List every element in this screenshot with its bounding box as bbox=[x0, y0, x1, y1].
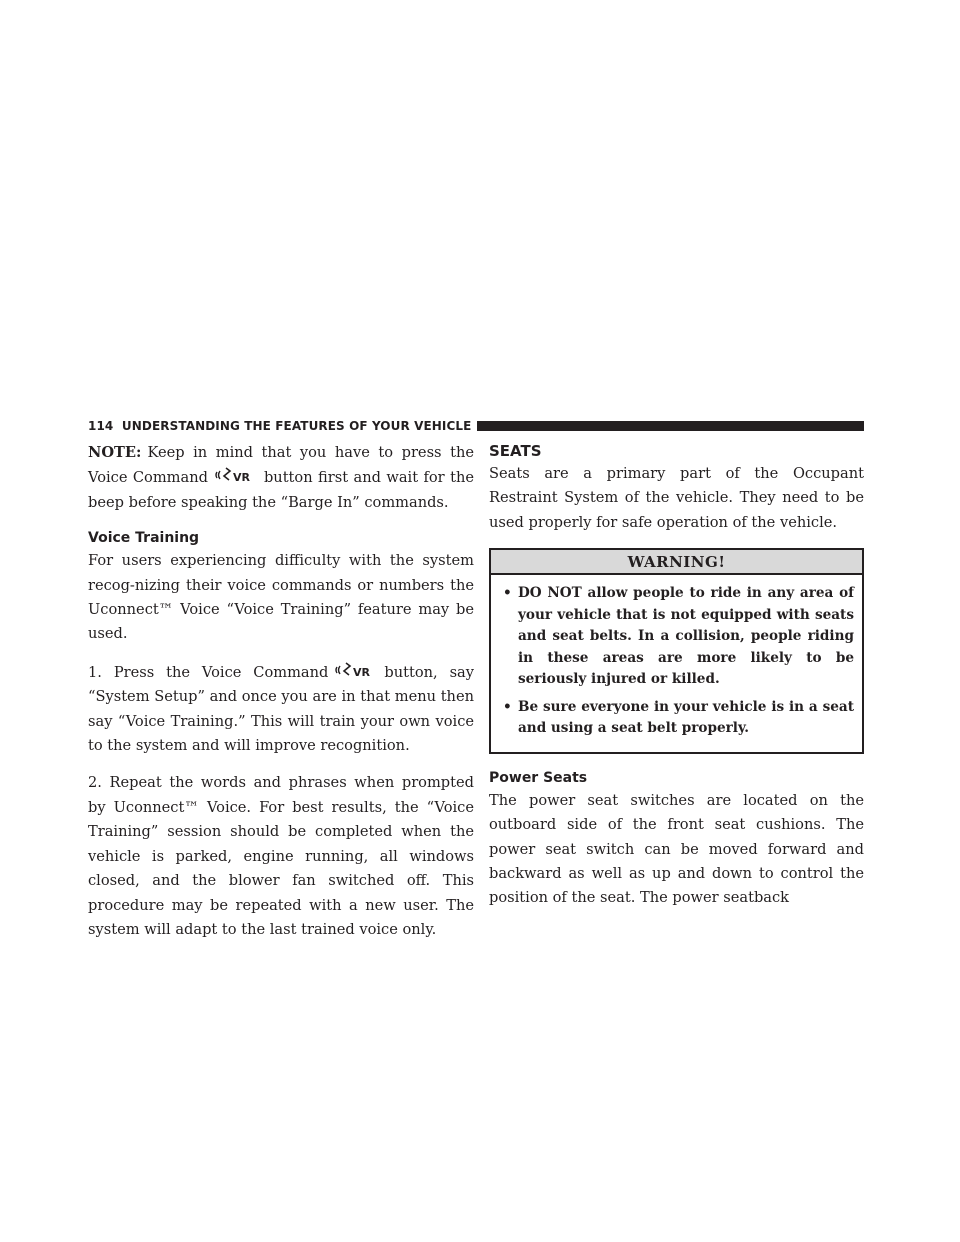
note-text-end: button first and wait for the beep before speaking the “Barge In” commands. bbox=[88, 469, 474, 511]
warning-list bbox=[491, 575, 862, 752]
voice-training-step-1 bbox=[88, 660, 474, 759]
warning-item bbox=[503, 697, 854, 740]
seats-intro: Seats are a primary part of the Occupant Restraint System of the vehicle. They need to be used properly for safe operation of the vehicle. bbox=[489, 465, 864, 531]
page-header-text bbox=[88, 419, 471, 433]
bullet-icon: • bbox=[503, 585, 512, 602]
voice-training-heading: Voice Training bbox=[88, 530, 200, 547]
bullet-icon: • bbox=[503, 698, 512, 715]
left-column bbox=[88, 441, 474, 955]
warning-item bbox=[503, 583, 854, 691]
note-label: NOTE: bbox=[88, 444, 142, 461]
right-column bbox=[489, 441, 864, 924]
svg-text:VR: VR bbox=[353, 665, 371, 679]
step-1-text-start: 1. Press the Voice Command bbox=[88, 663, 329, 681]
warning-item-text: Be sure everyone in your vehicle is in a seat and using a seat belt properly. bbox=[518, 698, 854, 737]
header-rule bbox=[477, 421, 864, 431]
warning-title: WARNING! bbox=[491, 550, 862, 575]
svg-text:VR: VR bbox=[232, 471, 250, 485]
chapter-title: UNDERSTANDING THE FEATURES OF YOUR VEHICLE bbox=[121, 419, 472, 433]
voice-training-intro: For users experiencing difficulty with the system recog-nizing their voice commands or numbers the Uconnect™ Voice “Voice Training” feature may be used. bbox=[88, 552, 474, 643]
step-1-text-end: button, say “System Setup” and once you are in that menu then say “Voice Training.” This will train your own voice to the system and will improve recognition. bbox=[88, 663, 475, 755]
warning-item-text: DO NOT allow people to ride in any area of your vehicle that is not equipped with seats and seat belts. In a collision, people riding in these areas are more likely to be seriously injured or killed. bbox=[518, 585, 854, 688]
warning-box bbox=[489, 548, 864, 754]
voice-command-vr-icon bbox=[334, 660, 378, 680]
page-number: 114 bbox=[88, 419, 114, 433]
voice-command-vr-icon bbox=[214, 465, 258, 485]
note-text-start: Keep in mind that you have to press the Voice Command bbox=[88, 444, 474, 487]
power-seats-heading: Power Seats bbox=[489, 769, 588, 786]
power-seats-text: The power seat switches are located on the outboard side of the front seat cushions. The power seat switch can be moved forward and backward as well as up and down to control the position of the seat. The power seatback bbox=[489, 791, 864, 907]
voice-training-step-2: 2. Repeat the words and phrases when prompted by Uconnect™ Voice. For best results, the “Voice Training” session should be completed when the vehicle is parked, engine running, all windows closed, and the blower fan switched off. This procedure may be repeated with a new user. The system will adapt to the last trained voice only. bbox=[88, 774, 474, 938]
note-paragraph bbox=[88, 441, 474, 515]
page-header bbox=[88, 419, 864, 433]
seats-heading: SEATS bbox=[489, 442, 542, 460]
